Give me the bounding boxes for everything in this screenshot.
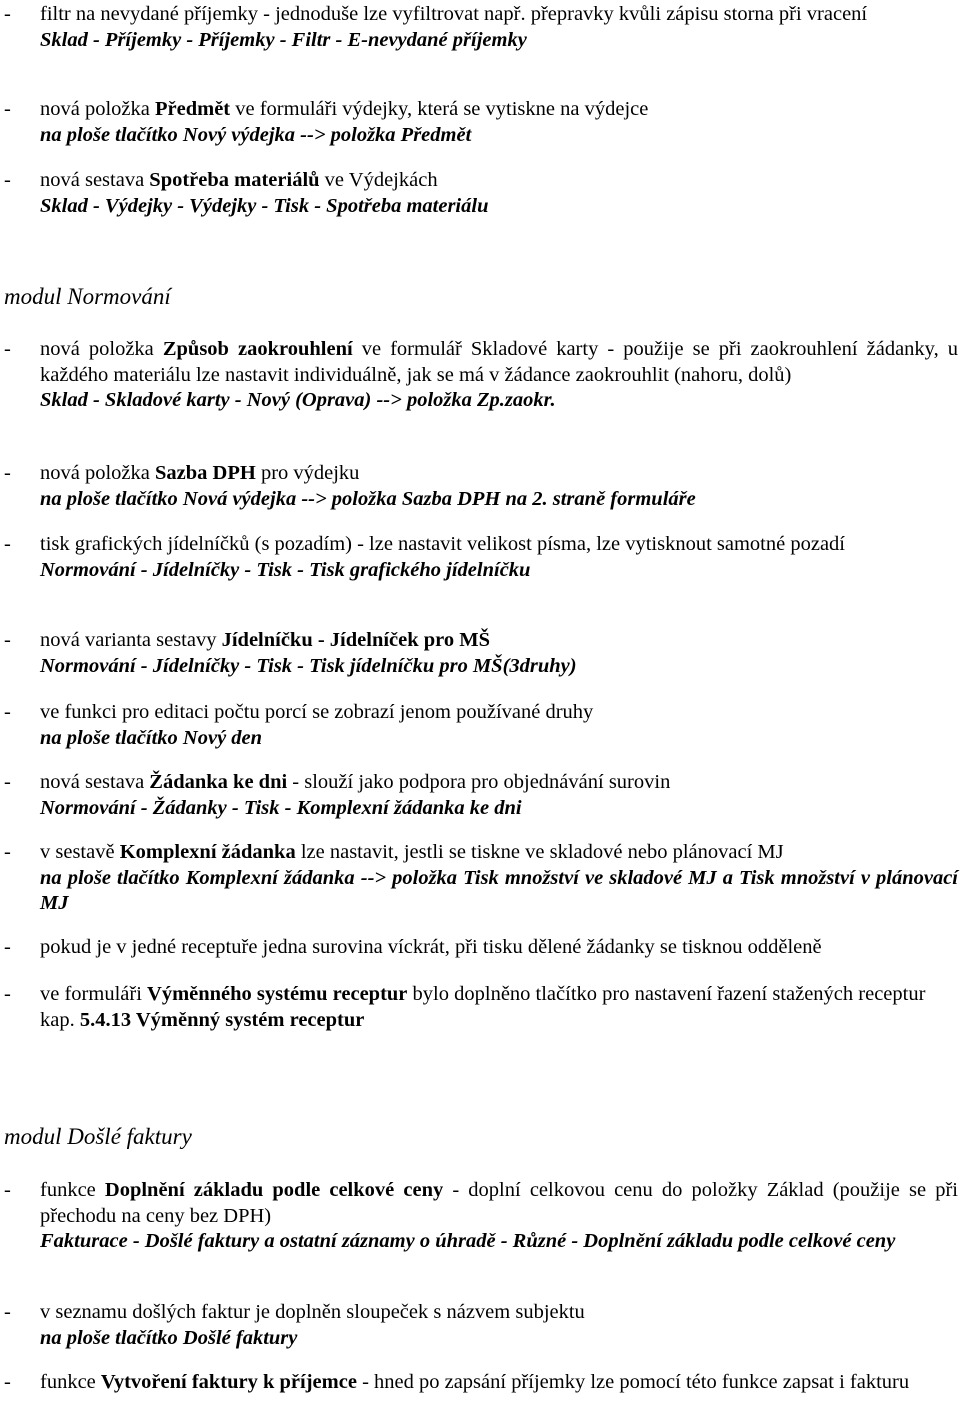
menu-path: Sklad - Příjemky - Příjemky - Filtr - E-nevydané příjemky — [40, 28, 527, 51]
menu-path: na ploše tlačítko Došlé faktury — [40, 1326, 298, 1349]
list-item — [0, 700, 958, 751]
section-heading-faktury: modul Došlé faktury — [4, 1124, 192, 1149]
list-item — [0, 935, 958, 961]
item-text: nová sestava Spotřeba materiálů ve Výdejkách — [40, 169, 438, 191]
list-item — [0, 982, 958, 1033]
bullet-dash: - — [4, 983, 11, 1005]
item-text: funkce Doplnění základu podle celkové ceny - doplní celkovou cenu do položky Základ (použije se při přechodu na ceny bez DPH) — [40, 1179, 958, 1227]
bullet-dash: - — [4, 533, 11, 555]
item-text: nová položka Sazba DPH pro výdejku — [40, 462, 360, 484]
bullet-dash: - — [4, 3, 11, 25]
menu-path: Fakturace - Došlé faktury a ostatní záznamy o úhradě - Různé - Doplnění základu podle celkové ceny — [40, 1230, 896, 1252]
bullet-dash: - — [4, 629, 11, 651]
list-item — [0, 628, 958, 679]
menu-path: Sklad - Výdejky - Výdejky - Tisk - Spotřeba materiálu — [40, 194, 489, 217]
menu-path: Normování - Žádanky - Tisk - Komplexní žádanka ke dni — [40, 796, 522, 819]
list-item — [0, 770, 958, 821]
list-item — [0, 337, 958, 414]
list-item — [0, 97, 958, 148]
item-text: tisk grafických jídelníčků (s pozadím) - lze nastavit velikost písma, lze vytisknout samotné pozadí — [40, 533, 845, 555]
list-item — [0, 532, 958, 583]
item-text: ve formuláři Výměnného systému receptur bylo doplněno tlačítko pro nastavení řazení stažených receptur — [40, 983, 926, 1005]
item-text: v seznamu došlých faktur je doplněn sloupeček s názvem subjektu — [40, 1301, 585, 1323]
item-text: nová položka Způsob zaokrouhlení ve formulář Skladové karty - použije se při zaokrouhlení žádanky, u každého materiálu lze nastavit individuálně, jak se má v žádance zaokrouhlit (nahoru, dolů) — [40, 338, 959, 386]
menu-path: Sklad - Skladové karty - Nový (Oprava) --> položka Zp.zaokr. — [40, 389, 556, 411]
list-item — [0, 2, 958, 53]
menu-path: Normování - Jídelníčky - Tisk - Tisk jídelníčku pro MŠ(3druhy) — [40, 654, 577, 677]
bullet-dash: - — [4, 936, 11, 958]
item-text: v sestavě Komplexní žádanka lze nastavit, jestli se tiskne ve skladové nebo plánovací MJ — [40, 841, 784, 863]
list-item — [0, 1178, 958, 1255]
bullet-dash: - — [4, 462, 11, 484]
menu-path: na ploše tlačítko Komplexní žádanka --> položka Tisk množství ve skladové MJ a Tisk množství v plánovací MJ — [40, 866, 958, 914]
item-text: ve funkci pro editaci počtu porcí se zobrazí jenom používané druhy — [40, 701, 594, 723]
bullet-dash: - — [4, 701, 11, 723]
list-item — [0, 1300, 958, 1351]
bullet-dash: - — [4, 338, 11, 360]
bullet-dash: - — [4, 98, 11, 120]
list-item — [0, 168, 958, 219]
list-item — [0, 1370, 958, 1396]
bullet-dash: - — [4, 771, 11, 793]
item-text: pokud je v jedné receptuře jedna surovina víckrát, při tisku dělené žádanky se tisknou odděleně — [40, 936, 822, 958]
item-text: filtr na nevydané příjemky - jednoduše lze vyfiltrovat např. přepravky kvůli zápisu storna při vracení — [40, 3, 868, 25]
bullet-dash: - — [4, 169, 11, 191]
list-item — [0, 840, 958, 917]
item-text: nová sestava Žádanka ke dni - slouží jako podpora pro objednávání surovin — [40, 771, 671, 793]
bullet-dash: - — [4, 1371, 11, 1393]
item-text: nová položka Předmět ve formuláři výdejky, která se vytiskne na výdejce — [40, 98, 649, 120]
menu-path: Normování - Jídelníčky - Tisk - Tisk grafického jídelníčku — [40, 558, 531, 581]
bullet-dash: - — [4, 1179, 11, 1201]
item-text: funkce Vytvoření faktury k příjemce - hned po zapsání příjemky lze pomocí této funkce zapsat i fakturu — [40, 1371, 910, 1393]
list-item — [0, 461, 958, 512]
item-text: nová varianta sestavy Jídelníčku - Jídelníček pro MŠ — [40, 629, 491, 651]
bullet-dash: - — [4, 841, 11, 863]
section-heading-normovani: modul Normování — [4, 284, 171, 309]
menu-path: na ploše tlačítko Nový den — [40, 726, 263, 749]
menu-path: na ploše tlačítko Nová výdejka --> položka Sazba DPH na 2. straně formuláře — [40, 487, 696, 510]
menu-path: na ploše tlačítko Nový výdejka --> položka Předmět — [40, 123, 472, 146]
chapter-reference: kap. 5.4.13 Výměnný systém receptur — [40, 1008, 365, 1031]
bullet-dash: - — [4, 1301, 11, 1323]
